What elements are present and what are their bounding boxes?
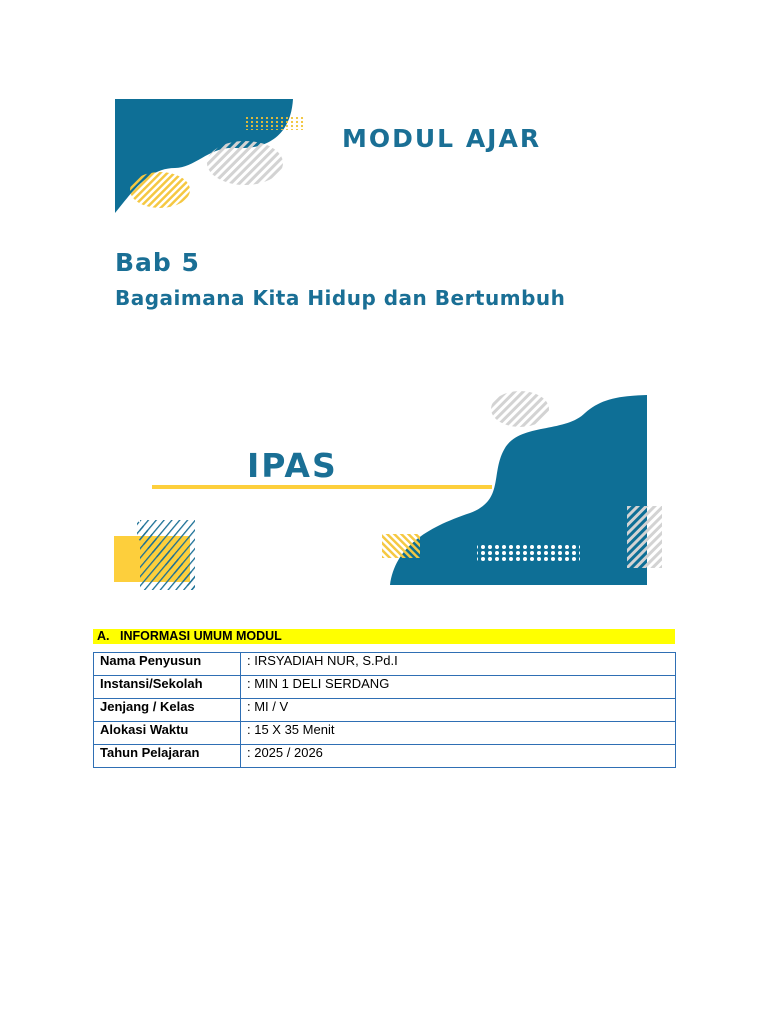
row-label: Jenjang / Kelas <box>94 699 241 722</box>
cover-image <box>95 88 675 590</box>
top-grey-hatch-circle <box>207 141 283 185</box>
section-title: INFORMASI UMUM MODUL <box>120 629 282 643</box>
row-label: Tahun Pelajaran <box>94 745 241 768</box>
bottom-yellow-hatch <box>382 534 420 558</box>
cover-header: MODUL AJAR <box>342 124 542 153</box>
row-value: : IRSYADIAH NUR, S.Pd.I <box>241 653 676 676</box>
section-number: A. <box>97 629 110 643</box>
row-label: Alokasi Waktu <box>94 722 241 745</box>
chapter-title: Bagaimana Kita Hidup dan Bertumbuh <box>115 286 566 310</box>
bottom-dot-grid <box>477 545 580 563</box>
info-table <box>93 652 676 768</box>
subject-underline <box>152 485 492 489</box>
subject-title: IPAS <box>247 446 338 485</box>
blue-lines-patch <box>140 520 195 590</box>
chapter-number: Bab 5 <box>115 248 200 277</box>
row-label: Instansi/Sekolah <box>94 676 241 699</box>
bottom-grey-hatch-circle <box>491 391 549 427</box>
bottom-right-hatch <box>627 506 662 568</box>
table-row <box>94 699 676 722</box>
cover-graphics <box>95 88 675 590</box>
table-row <box>94 722 676 745</box>
row-value: : MIN 1 DELI SERDANG <box>241 676 676 699</box>
row-value: : MI / V <box>241 699 676 722</box>
row-label: Nama Penyusun <box>94 653 241 676</box>
table-row <box>94 676 676 699</box>
row-value: : 15 X 35 Menit <box>241 722 676 745</box>
top-dot-grid <box>245 117 305 130</box>
table-row <box>94 653 676 676</box>
table-row <box>94 745 676 768</box>
top-yellow-hatch-circle <box>130 172 190 208</box>
row-value: : 2025 / 2026 <box>241 745 676 768</box>
section-heading <box>93 629 675 644</box>
